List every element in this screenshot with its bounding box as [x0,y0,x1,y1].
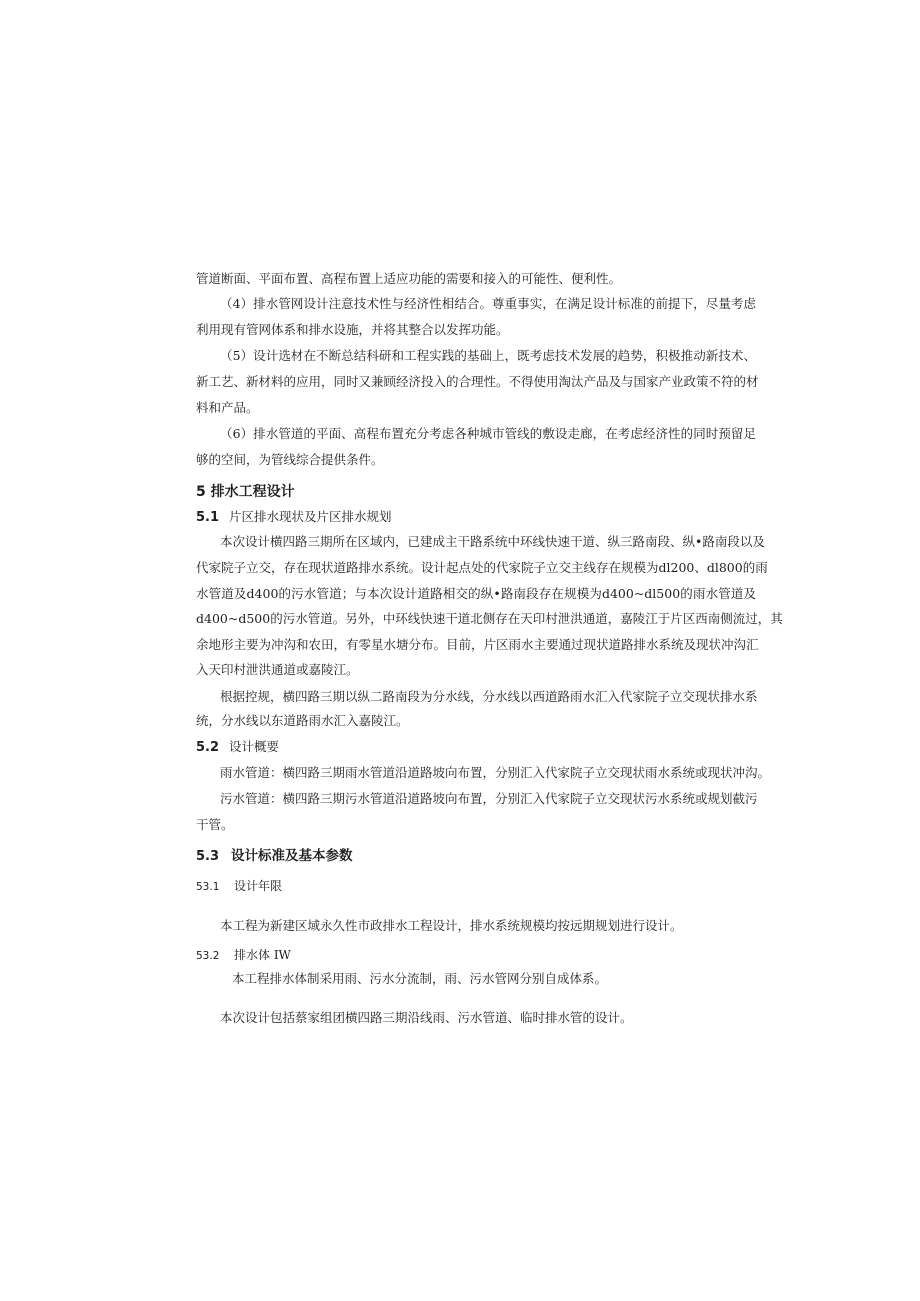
section-title: 片区排水现状及片区排水规划 [229,509,392,524]
section-heading: 5 排水工程设计 [196,484,295,500]
subsubsection-heading [196,877,282,896]
paragraph-line: 够的空间，为管线综合提供条件。 [196,452,384,467]
paragraph-line: 本工程为新建区域永久性市政排水工程设计，排水系统规模均按远期规划进行设计。 [220,918,683,933]
section-title: 设计概要 [229,739,280,754]
paragraph-line: 料和产品。 [196,400,259,415]
subsection-heading [196,738,279,757]
subsection-heading [196,847,353,866]
paragraph-line: 余地形主要为冲沟和农田，有零星水塘分布。目前，片区雨水主要通过现状道路排水系统及现状冲沟汇 [196,637,759,652]
paragraph-line: 入天印村泄洪通道或嘉陵江。 [196,662,359,677]
paragraph-line: （4）排水管网设计注意技术性与经济性相结合。尊重事实，在满足设计标准的前提下，尽量考虑 [220,296,756,311]
paragraph-line: 本次设计横四路三期所在区域内，已建成主干路系统中环线快速干道、纵三路南段、纵•路南段以及 [220,534,765,549]
paragraph-line: 本工程排水体制采用雨、污水分流制，雨、污水管网分别自成体系。 [232,971,608,986]
section-number: 5.3 [196,849,220,864]
section-title: 排水体 IW [234,948,291,962]
paragraph-line: 统，分水线以东道路雨水汇入嘉陵江。 [196,713,409,728]
paragraph-line: 水管道及d400的污水管道；与本次设计道路相交的纵•路南段存在规模为d400~dl500的雨水管道及 [196,586,756,601]
paragraph-line: （6）排水管道的平面、高程布置充分考虑各种城市管线的敷设走廊，在考虑经济性的同时预留足 [220,426,756,441]
paragraph-line: 代家院子立交，存在现状道路排水系统。设计起点处的代家院子立交主线存在规模为dl200、dl800的雨 [196,560,768,575]
section-number: 53.1 [196,881,220,893]
section-title: 设计标准及基本参数 [231,848,353,864]
subsection-heading [196,508,392,527]
section-number: 5.2 [196,740,220,755]
section-number: 5.1 [196,510,220,525]
paragraph-line: 利用现有管网体系和排水设施，并将其整合以发挥功能。 [196,322,509,337]
paragraph-line: 根据控规，横四路三期以纵二路南段为分水线，分水线以西道路雨水汇入代家院子立交现状排水系 [220,689,758,704]
paragraph-line: 管道断面、平面布置、高程布置上适应功能的需要和接入的可能性、便利性。 [196,271,622,286]
paragraph-line: 干管。 [196,817,234,832]
paragraph-line: 污水管道：横四路三期污水管道沿道路坡向布置，分别汇入代家院子立交现状污水系统或规划截污 [220,791,758,806]
paragraph-line: 雨水管道：横四路三期雨水管道沿道路坡向布置，分别汇入代家院子立交现状雨水系统或现状冲沟。 [220,765,771,780]
paragraph-line: d400~d500的污水管道。另外，中环线快速干道北侧存在天印村泄洪通道，嘉陵江于片区西南侧流过，其 [196,611,783,626]
paragraph-line: （5）设计选材在不断总结科研和工程实践的基础上，既考虑技术发展的趋势，积极推动新技术、 [220,348,756,363]
section-number: 53.2 [196,950,220,962]
paragraph-line: 本次设计包括蔡家组团横四路三期沿线雨、污水管道、临时排水管的设计。 [220,1010,633,1025]
section-title: 设计年限 [234,879,283,893]
paragraph-line: 新工艺、新材料的应用，同时又兼顾经济投入的合理性。不得使用淘汰产品及与国家产业政策不符的材 [196,374,759,389]
subsubsection-heading [196,946,291,965]
